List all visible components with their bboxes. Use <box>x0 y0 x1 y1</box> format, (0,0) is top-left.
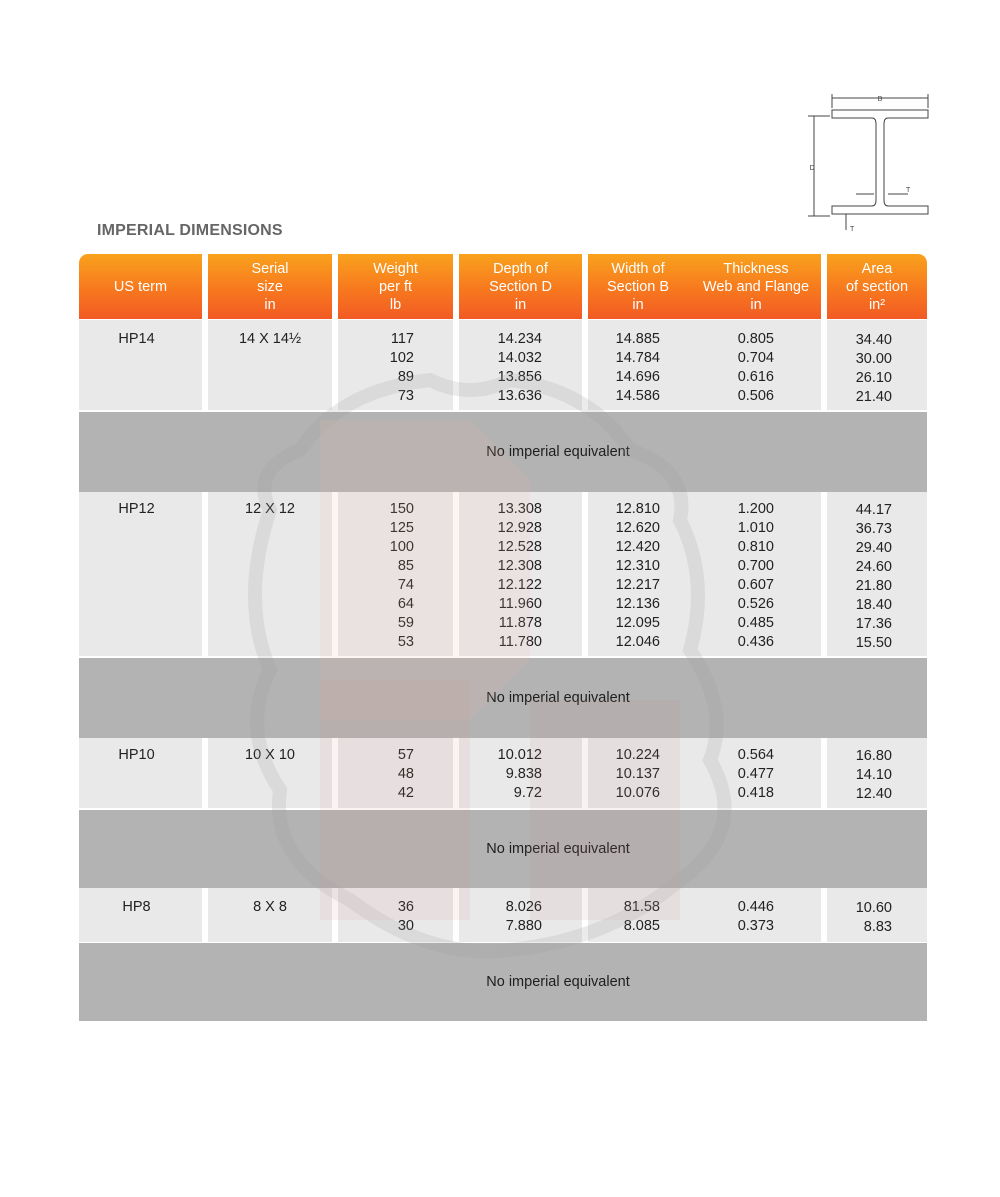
no-equivalent-band: No imperial equivalent <box>79 658 927 738</box>
header-serial-size: Serial size in <box>208 254 332 319</box>
header-weight: Weight per ft lb <box>338 254 453 319</box>
us-term-cell: HP10 <box>118 747 155 763</box>
width-cell: 10.224 10.137 10.076 <box>615 747 660 801</box>
section-title: IMPERIAL DIMENSIONS <box>97 222 283 239</box>
header-thickness: Thickness Web and Flange in <box>702 260 810 313</box>
depth-cell: 8.026 7.880 <box>505 899 542 934</box>
weight-cell: 36 30 <box>397 899 414 934</box>
diagram-label-b: B <box>877 96 883 103</box>
no-equivalent-band: No imperial equivalent <box>79 810 927 888</box>
diagram-label-d: D <box>809 165 815 172</box>
area-cell: 16.80 14.10 12.40 <box>855 748 892 802</box>
header-area: Area of section in² <box>827 254 927 319</box>
no-equivalent-band: No imperial equivalent <box>79 412 927 492</box>
header-us-term: US term <box>79 254 202 319</box>
us-term-cell: HP8 <box>122 899 151 915</box>
serial-size-cell: 14 X 14½ <box>238 331 302 347</box>
header-width: Width of Section B in <box>606 260 670 313</box>
us-term-cell: HP14 <box>118 331 155 347</box>
group-hp14 <box>79 320 927 410</box>
group-hp12 <box>79 492 927 656</box>
group-hp10 <box>79 738 927 808</box>
depth-cell: 14.234 14.032 13.856 13.636 <box>497 331 542 404</box>
area-cell: 10.60 8.83 <box>855 900 892 935</box>
table-header <box>79 254 927 319</box>
thickness-cell: 0.446 0.373 <box>737 899 774 934</box>
i-beam-diagram <box>796 88 936 238</box>
width-cell: 14.885 14.784 14.696 14.586 <box>615 331 660 404</box>
serial-size-cell: 12 X 12 <box>245 501 295 517</box>
header-depth: Depth of Section D in <box>459 254 582 319</box>
thickness-cell: 1.200 1.010 0.810 0.700 0.607 0.526 0.485 0.436 <box>737 501 774 650</box>
group-hp8 <box>79 888 927 942</box>
serial-size-cell: 8 X 8 <box>253 899 287 915</box>
serial-size-cell: 10 X 10 <box>245 747 295 763</box>
area-cell: 44.17 36.73 29.40 24.60 21.80 18.40 17.36 15.50 <box>855 502 892 651</box>
thickness-cell: 0.564 0.477 0.418 <box>737 747 774 801</box>
diagram-label-flange-t: T <box>850 226 855 233</box>
weight-cell: 117 102 89 73 <box>389 331 414 404</box>
area-cell: 34.40 30.00 26.10 21.40 <box>855 332 892 405</box>
depth-cell: 13.308 12.928 12.528 12.308 12.122 11.960 11.878 11.780 <box>497 501 542 650</box>
us-term-cell: HP12 <box>118 501 155 517</box>
diagram-label-web-t: T <box>906 187 911 194</box>
weight-cell: 150 125 100 85 74 64 59 53 <box>389 501 414 650</box>
depth-cell: 10.012 9.838 9.72 <box>497 747 542 801</box>
width-cell: 12.810 12.620 12.420 12.310 12.217 12.136 12.095 12.046 <box>615 501 660 650</box>
thickness-cell: 0.805 0.704 0.616 0.506 <box>737 331 774 404</box>
no-equivalent-band: No imperial equivalent <box>79 943 927 1021</box>
weight-cell: 57 48 42 <box>397 747 414 801</box>
width-cell: 81.58 8.085 <box>623 899 660 934</box>
